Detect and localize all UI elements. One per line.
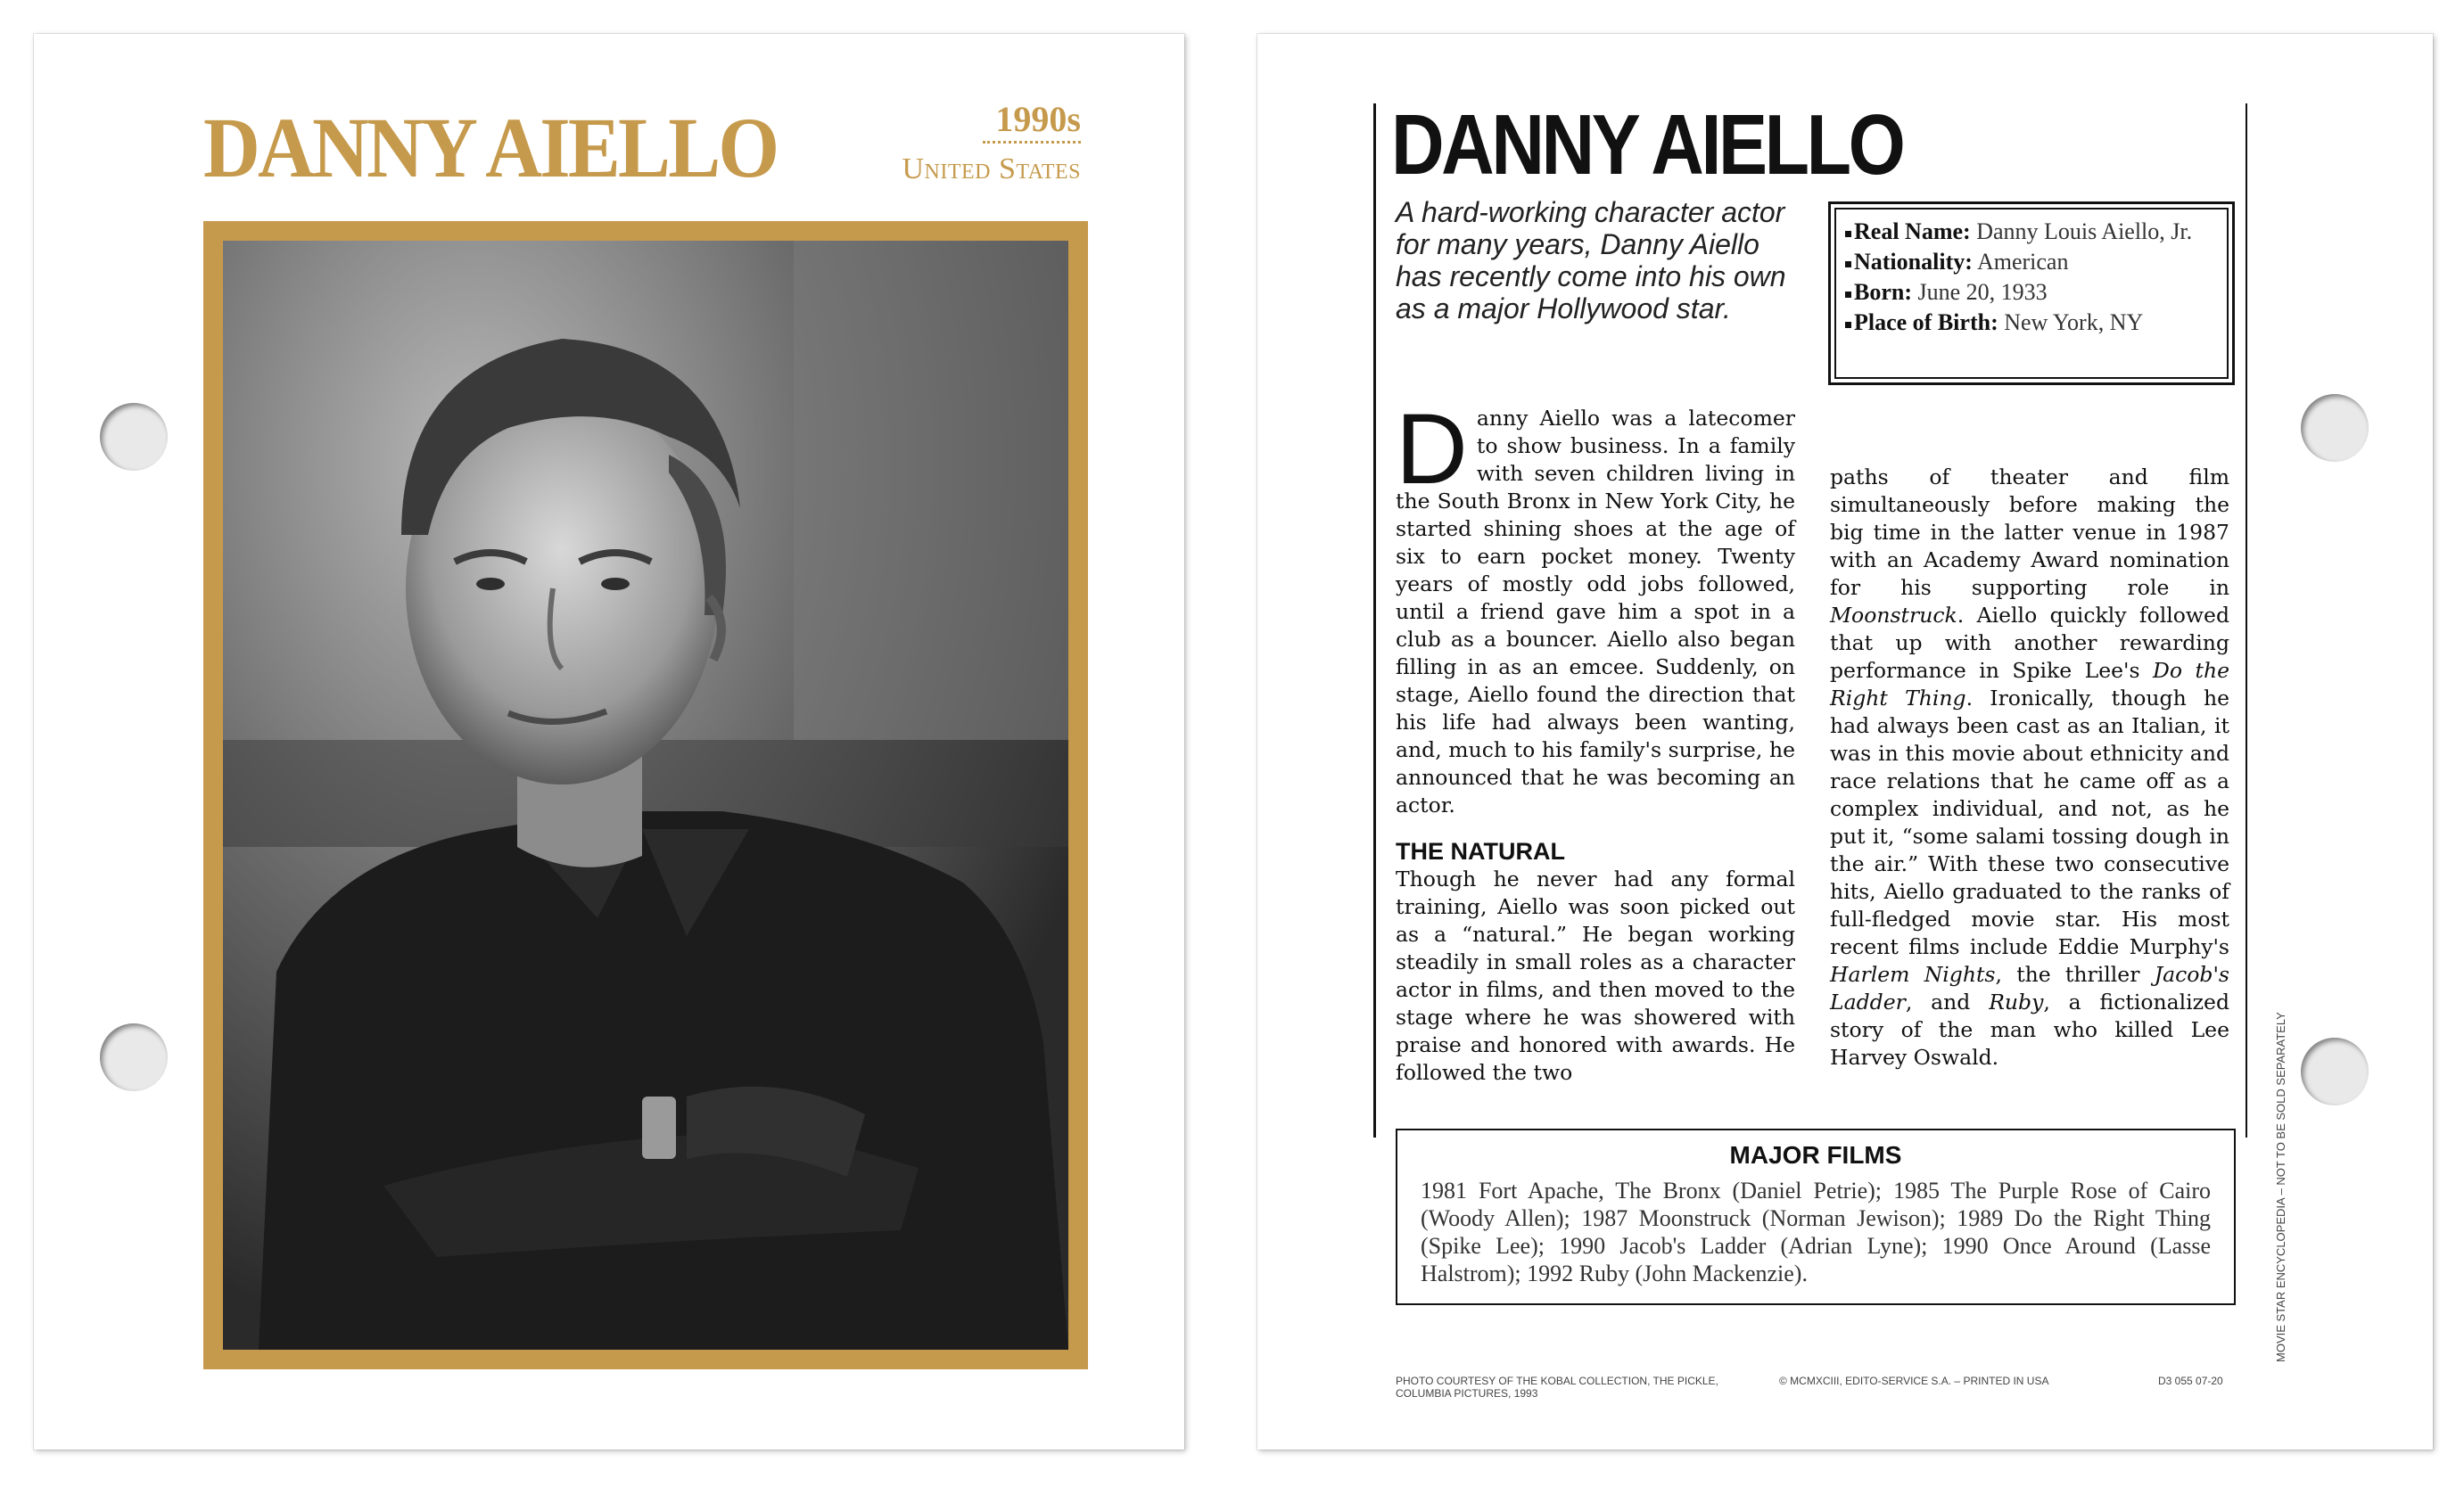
binder-hole-top (2301, 394, 2369, 462)
actor-portrait-photo (223, 241, 1068, 1350)
film-title: Jacob's Ladder (1830, 962, 2229, 1015)
back-card (1257, 34, 2433, 1450)
decade-label: 1990s (995, 99, 1081, 139)
back-actor-name: DANNY AIELLO (1391, 97, 1903, 193)
biography-column-1 (1396, 393, 1795, 1087)
fact-place-of-birth: Place of Birth: New York, NY (1845, 308, 2218, 338)
major-films-box (1396, 1129, 2236, 1305)
section-heading: THE NATURAL (1396, 838, 1565, 865)
copyright-notice: © MCMXCIII, EDITO-SERVICE S.A. – PRINTED IN USA (1779, 1375, 2049, 1387)
fact-real-name: Real Name: Danny Louis Aiello, Jr. (1845, 217, 2218, 247)
photo-credit: PHOTO COURTESY OF THE KOBAL COLLECTION, THE PICKLE, COLUMBIA PICTURES, 1993 (1396, 1375, 1718, 1400)
binder-hole-top (100, 403, 168, 471)
series-note: MOVIE STAR ENCYCLOPEDIA – NOT TO BE SOLD SEPARATELY (2274, 1012, 2287, 1362)
photo-frame (203, 221, 1088, 1369)
right-rule (2246, 103, 2247, 1138)
country-label: United States (902, 152, 1081, 185)
left-rule (1373, 103, 1376, 1138)
intro-blurb: A hard-working character actor for many years, Danny Aiello has recently come into his own as a major Hollywood star. (1396, 196, 1786, 325)
biography-column-2: paths of theater and film simultaneously before making the big time in the latter venue in 1987 with an Academy Award nomination for his supporting role in Moonstruck. Aiello quickly followed that up with another rewarding performance in Spike Lee's Do the Right Thing. Ironically, though he had always been cast as an Italian, it was in this movie about ethnicity and race relations that he came off as a complex individual, and not, as he put it, “some salami tossing dough in the air.” With these two consecutive hits, Aiello graduated to the ranks of full-fledged movie star. His most recent films include Eddie Murphy's Harlem Nights, the thriller Jacob's Ladder, and Ruby, a fictionalized story of the man who killed Lee Harvey Oswald. (1830, 464, 2229, 1070)
film-title: Moonstruck (1830, 603, 1957, 628)
binder-hole-bottom (2301, 1038, 2369, 1105)
drop-cap: D (1396, 393, 1468, 505)
binder-hole-bottom (100, 1023, 168, 1091)
biography-paragraph-1: anny Aiello was a latecomer to show business. In a family with seven children living in the South Bronx in New York City, he started shining shoes at the age of six to earn pocket money. Twenty years of mostly odd jobs followed, until a friend gave him a spot in a club as a bouncer. Aiello also began filling in as an emcee. Suddenly, on stage, Aiello found the direction that his life had always been wanting, and, much to his family's surprise, he announced that he was becoming an actor. (1396, 406, 1795, 817)
card-code: D3 055 07-20 (2158, 1375, 2223, 1387)
film-title: Do the Right Thing (1830, 658, 2229, 711)
decade-divider (983, 141, 1081, 144)
fact-born: Born: June 20, 1933 (1845, 277, 2218, 308)
film-title: Ruby (1989, 990, 2044, 1015)
major-films-list: 1981 Fort Apache, The Bronx (Daniel Petrie); 1985 The Purple Rose of Cairo (Woody Allen); 1987 Moonstruck (Norman Jewison); 1989 Do the Right Thing (Spike Lee); 1990 Jacob's Ladder (Adrian Lyne); 1990 Once Around (Lasse Halstrom); 1992 Ruby (John Mackenzie). (1421, 1178, 2211, 1286)
fact-box (1828, 201, 2235, 385)
front-actor-name: DANNY AIELLO (203, 100, 778, 195)
film-title: Harlem Nights (1830, 962, 1996, 987)
fact-nationality: Nationality: American (1845, 247, 2218, 277)
portrait-illustration (223, 241, 1068, 1350)
biography-paragraph-2: Though he never had any formal training, Aiello was soon picked out as a “natural.” He began working steadily in small roles as a character actor in films, and then moved to the stage where he was showered with praise and honored with awards. He followed the two (1396, 867, 1795, 1085)
front-card (34, 34, 1184, 1450)
major-films-heading: MAJOR FILMS (1729, 1141, 1902, 1169)
